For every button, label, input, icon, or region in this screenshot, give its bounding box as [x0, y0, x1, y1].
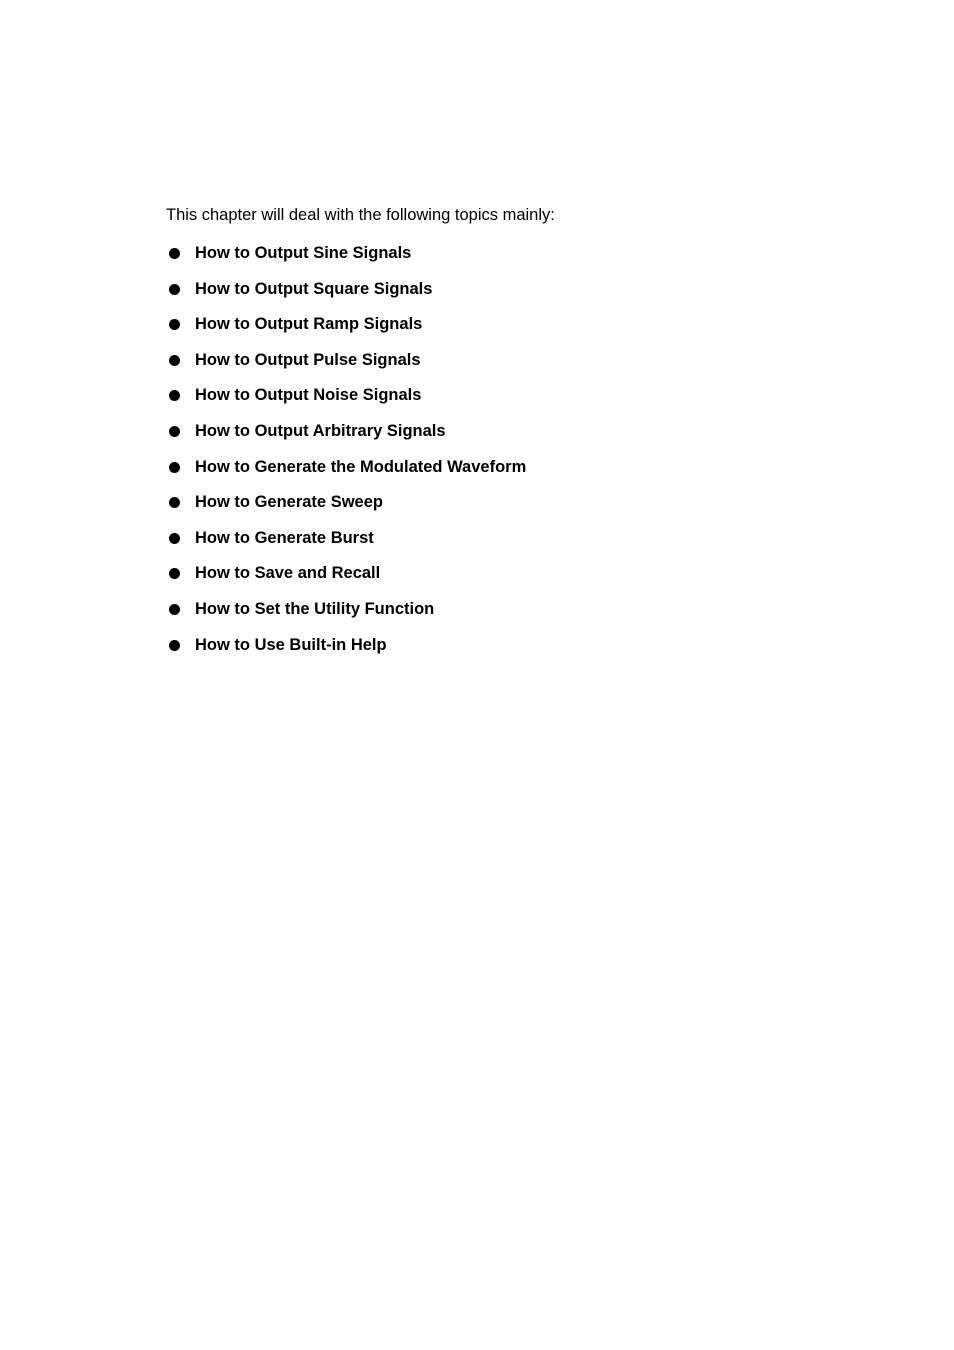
bullet-icon — [169, 390, 180, 401]
topic-label: How to Use Built-in Help — [195, 635, 387, 654]
topic-label: How to Set the Utility Function — [195, 599, 435, 618]
list-item — [166, 634, 526, 670]
list-item — [166, 562, 526, 598]
topic-label: How to Output Noise Signals — [195, 386, 422, 405]
bullet-icon — [169, 426, 180, 437]
topic-label: How to Save and Recall — [195, 564, 381, 583]
bullet-icon — [169, 497, 180, 508]
list-item — [166, 384, 526, 420]
topic-label: How to Output Pulse Signals — [195, 350, 421, 369]
bullet-icon — [169, 355, 180, 366]
topic-label: How to Generate Burst — [195, 528, 374, 547]
bullet-icon — [169, 248, 180, 259]
topic-label: How to Output Square Signals — [195, 279, 433, 298]
bullet-icon — [169, 568, 180, 579]
list-item — [166, 420, 526, 456]
topic-list — [166, 242, 526, 669]
topic-label: How to Generate Sweep — [195, 493, 383, 512]
list-item — [166, 313, 526, 349]
list-item — [166, 242, 526, 278]
list-item — [166, 456, 526, 492]
list-item — [166, 278, 526, 314]
bullet-icon — [169, 319, 180, 330]
bullet-icon — [169, 284, 180, 295]
list-item — [166, 598, 526, 634]
bullet-icon — [169, 462, 180, 473]
list-item — [166, 349, 526, 385]
list-item — [166, 491, 526, 527]
topic-label: How to Output Ramp Signals — [195, 315, 423, 334]
bullet-icon — [169, 640, 180, 651]
list-item — [166, 527, 526, 563]
topic-label: How to Output Arbitrary Signals — [195, 421, 446, 440]
intro-text: This chapter will deal with the following topics mainly: — [166, 206, 555, 224]
bullet-icon — [169, 533, 180, 544]
topic-label: How to Output Sine Signals — [195, 244, 412, 262]
bullet-icon — [169, 604, 180, 615]
topic-label: How to Generate the Modulated Waveform — [195, 457, 527, 476]
